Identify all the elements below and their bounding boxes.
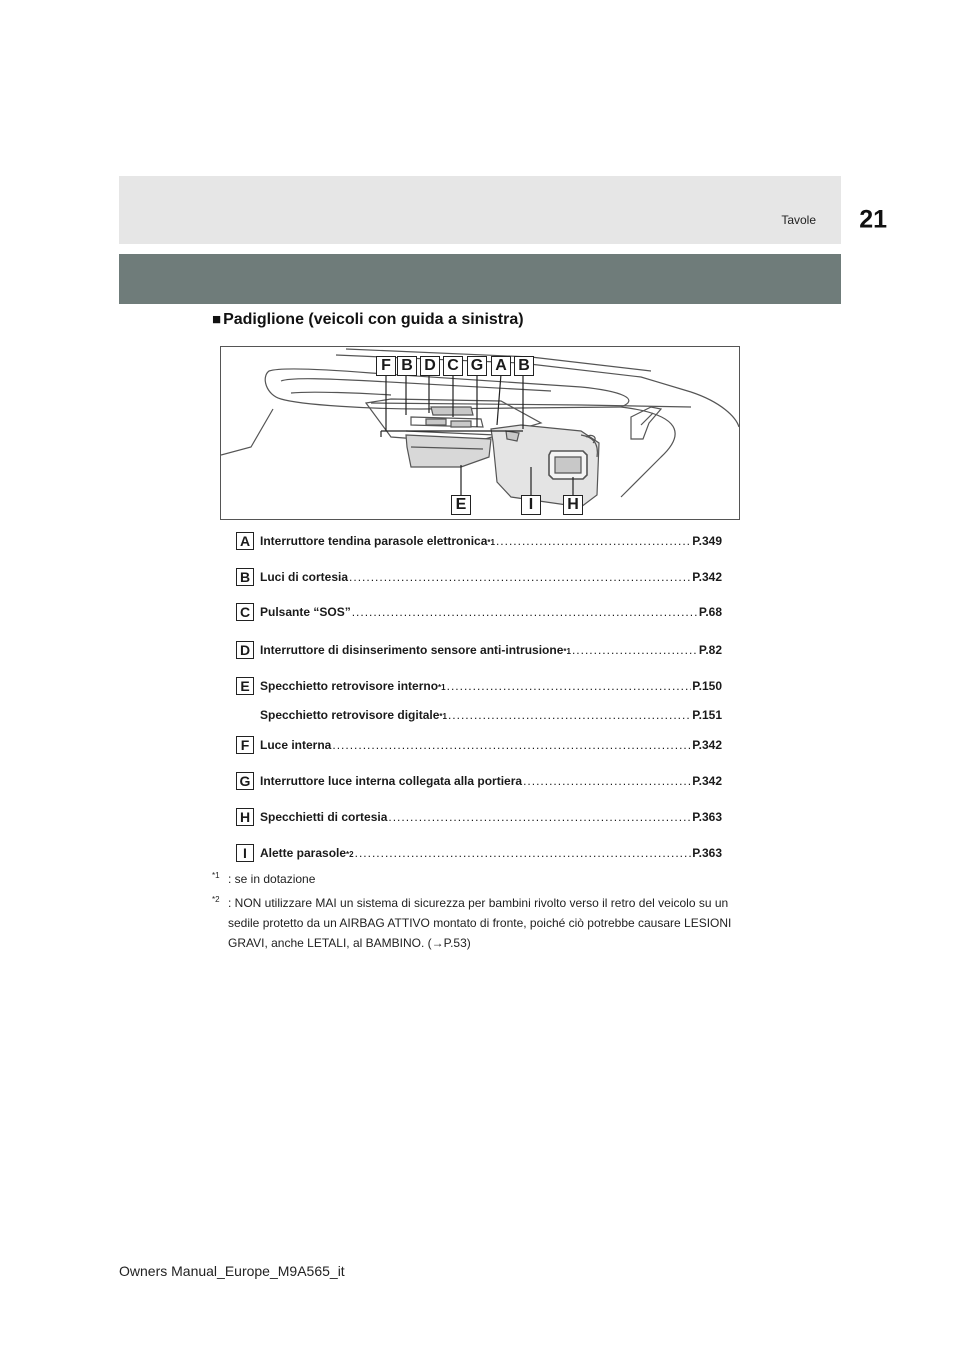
leader-dots [388,810,691,824]
legend-text: Pulsante “SOS” [260,605,351,619]
header-band [119,176,841,244]
figure-label-c: C [443,356,463,376]
legend-badge: C [236,603,254,621]
title-band [119,254,841,304]
legend-badge: B [236,568,254,586]
legend-row: Specchietto retrovisore interno *1 ..... P.150 [260,679,722,693]
legend-row: Interruttore di disinserimento sensore anti-intrusione *1 ..... P.82 [260,643,722,657]
legend-item-e [236,677,726,701]
figure-label-a: A [491,356,511,376]
page-number: 21 [859,205,887,234]
legend-page-ref[interactable]: P.342 [692,570,722,584]
legend-item-d [236,641,726,665]
legend-badge: D [236,641,254,659]
roof-console-figure [220,346,740,520]
legend-text: Luci di cortesia [260,570,349,584]
legend-text: Interruttore luce interna collegata alla portiera [260,774,523,788]
header-section-title: Tavole [781,213,816,227]
footer-doc-id: Owners Manual_Europe_M9A565_it [119,1263,345,1279]
leader-dots [448,708,691,722]
legend-row [260,738,722,752]
legend-text: Interruttore di disinserimento sensore anti-intrusione [260,643,564,657]
figure-label-d: D [420,356,440,376]
legend-item-i [236,844,726,868]
legend-row: Interruttore tendina parasole elettronica *1 ..... P.349 [260,534,722,548]
footnote-mark: *1 [212,871,220,880]
legend-badge: A [236,532,254,550]
heading-bullet: ■ [212,311,222,328]
legend-text: Alette parasole [260,846,347,860]
legend-badge: I [236,844,254,862]
legend-row [260,605,722,619]
heading-text: Padiglione (veicoli con guida a sinistra) [223,311,524,328]
legend-page-ref[interactable]: P.363 [692,810,722,824]
legend-badge: F [236,736,254,754]
footnote-text: : NON utilizzare MAI un sistema di sicurezza per bambini rivolto verso il retro del veicolo su un sedile protetto da un AIRBAG ATTIVO montato di fronte, poiché ciò potrebbe causare LESIONI GRAVI, anche LETALI, al BAMBINO. (→P.53) [228,896,732,950]
legend-page-ref[interactable]: P.363 [692,846,722,860]
legend-item-f [236,736,726,760]
footnote-1 [212,869,752,889]
leader-dots [332,738,691,752]
figure-label-h: H [563,495,583,515]
legend-item-c [236,603,726,627]
figure-label-f: F [376,356,396,376]
legend-page-ref[interactable]: P.151 [692,708,722,722]
figure-label-b-right: B [514,356,534,376]
legend-badge: H [236,808,254,826]
leader-dots [572,643,698,657]
legend-text: Luce interna [260,738,332,752]
footnote-mark: *2 [212,895,220,904]
legend-text: Interruttore tendina parasole elettronica [260,534,488,548]
legend-row [260,570,722,584]
leader-dots [523,774,691,788]
legend-item-b [236,568,726,592]
section-heading [212,311,524,329]
legend-page-ref[interactable]: P.68 [698,605,722,619]
figure-label-e: E [451,495,471,515]
legend-row: Specchietto retrovisore digitale *1 ..... P.151 [260,708,722,722]
legend-page-ref[interactable]: P.349 [692,534,722,548]
leader-dots [352,605,698,619]
legend-page-ref[interactable]: P.82 [698,643,722,657]
legend-row [260,774,722,788]
legend-badge: G [236,772,254,790]
leader-dots [349,570,691,584]
legend-text: Specchietti di cortesia [260,810,388,824]
legend-row: Alette parasole *2 ..... P.363 [260,846,722,860]
figure-label-b-left: B [397,356,417,376]
leader-dots [355,846,692,860]
footnote-2 [212,893,752,953]
figure-label-g: G [467,356,487,376]
legend-item-h [236,808,726,832]
legend-item-g [236,772,726,796]
leader-dots [496,534,691,548]
leader-dots [447,679,692,693]
legend-text: Specchietto retrovisore digitale [260,708,440,722]
legend-badge: E [236,677,254,695]
legend-page-ref[interactable]: P.150 [692,679,722,693]
footnote-text: : se in dotazione [228,872,316,886]
legend-row [260,810,722,824]
legend-page-ref[interactable]: P.342 [692,738,722,752]
legend-item-a [236,532,726,556]
legend-text: Specchietto retrovisore interno [260,679,439,693]
legend-page-ref[interactable]: P.342 [692,774,722,788]
figure-label-i: I [521,495,541,515]
legend-item-e-digital [236,706,726,730]
